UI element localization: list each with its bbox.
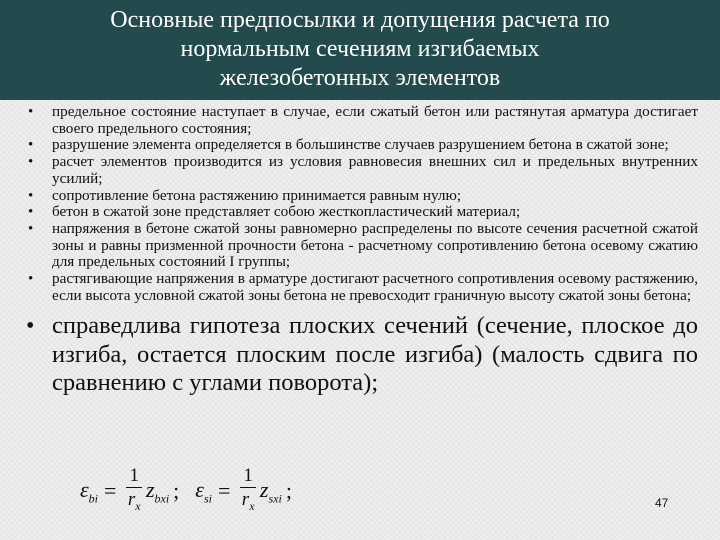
formula-z-s: $z_{sxi}$ [259,476,282,506]
list-item: • предельное состояние наступает в случае, если сжатый бетон или растянутая арматура достигает своего предельного состояния; [22,104,698,137]
assumptions-list [22,104,698,304]
formula-z-b: $z_{bxi}$ [145,476,170,506]
title-line-2: нормальным сечениям изгибаемых [180,36,540,62]
slide-title [0,0,720,100]
list-item: • растягивающие напряжения в арматуре достигают расчетного сопротивления осевому растяжению, если высота условной сжатой зоны бетона не превосходит граничную высоту сжатой зоны бетона; [22,271,698,304]
list-item: • сопротивление бетона растяжению принимается равным нулю; [22,188,698,205]
list-item: • расчет элементов производится из условия равновесия внешних сил и предельных внутренних усилий; [22,154,698,187]
list-item: • разрушение элемента определяется в большинстве случаев разрушением бетона в сжатой зоне; [22,137,698,154]
formula-fraction: $\frac{1}{r_x}$ [241,465,255,513]
title-line-3: железобетонных элементов [219,65,501,91]
formula-equals: = [217,478,231,504]
formula-fraction: $\frac{1}{r_x}$ [127,465,141,513]
list-item: • бетон в сжатой зоне представляет собою жесткопластический материал; [22,204,698,221]
list-item: • напряжения в бетоне сжатой зоны равномерно распределены по высоте сечения расчетной сжатой зоны и равны призменной прочности бетона - расчетному сопротивлению бетона осевому сжатию для предельных состояний I группы; [22,221,698,271]
plane-sections-hypothesis: • справедлива гипотеза плоских сечений (сечение, плоское до изгиба, остается плоским после изгиба) (малость сдвига по сравнению с углами поворота); [22,312,698,398]
slide-body [22,104,698,398]
title-line-1: Основные предпосылки и допущения расчета по [110,7,610,33]
formula-eps-s: $\varepsilon_{si}$ [195,476,212,506]
formula-separator: ; [285,478,292,504]
formula-equals: = [104,478,117,504]
formula-separator: ; [173,478,180,504]
strain-formula [80,465,292,518]
formula-eps-b: $\varepsilon_{bi}$ [80,476,99,506]
page-number: 47 [655,496,669,510]
